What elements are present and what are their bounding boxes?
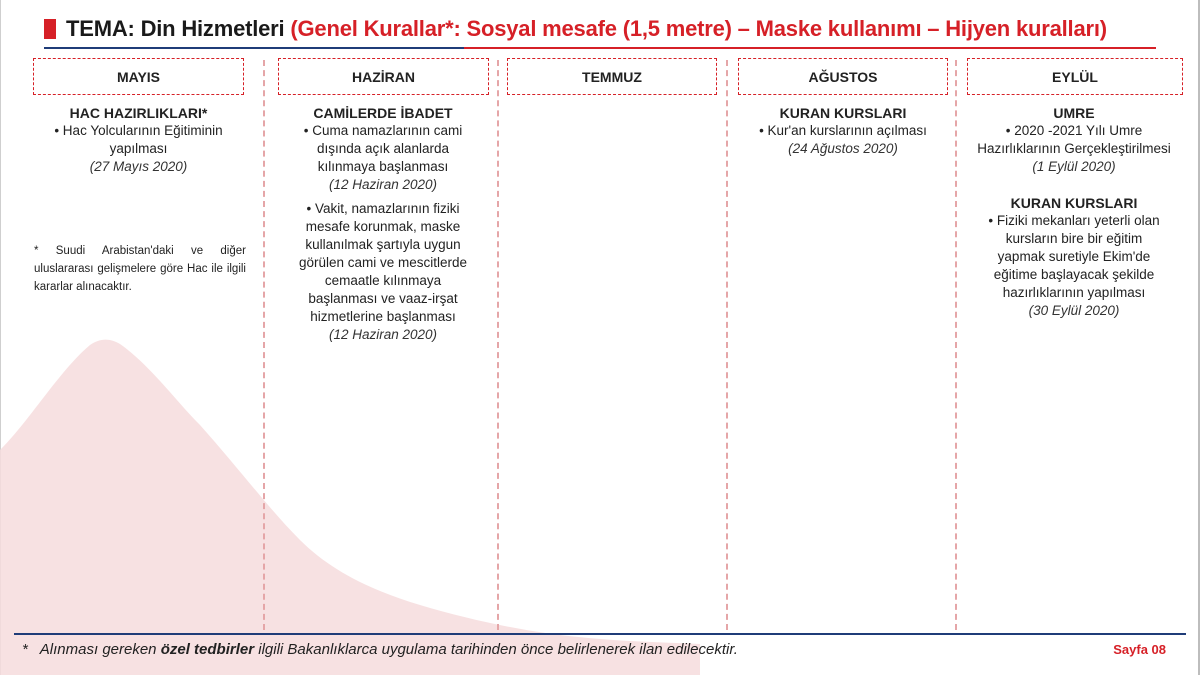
bullet-line: mesafe korunmak, maske — [305, 219, 461, 234]
bullet-line: • Vakit, namazlarının fiziki — [306, 201, 460, 216]
date-label: (24 Ağustos 2020) — [788, 141, 898, 156]
bullet-line: hazırlıklarının yapılması — [1002, 285, 1146, 300]
bullet-line: kılınmaya başlanması — [317, 159, 449, 174]
column-divider — [497, 60, 499, 630]
bullet-line: başlanması ve vaaz-irşat — [308, 291, 458, 306]
footer-star: * — [22, 641, 28, 658]
slide-title — [44, 14, 1107, 44]
section-title: CAMİLERDE İBADET — [313, 105, 453, 121]
page-number: Sayfa 08 — [1113, 642, 1166, 657]
section-title: KURAN KURSLARI — [1010, 195, 1138, 211]
title-subtitle: (Genel Kurallar*: Sosyal mesafe (1,5 metre) – Maske kullanımı – Hijyen kuralları) — [290, 16, 1107, 41]
month-header-mayis: MAYIS — [33, 58, 244, 95]
bullet-line: dışında açık alanlarda — [316, 141, 450, 156]
section-title: HAC HAZIRLIKLARI* — [69, 105, 208, 121]
footer-text-pre: Alınması gereken — [39, 641, 157, 658]
footer-divider — [14, 633, 1186, 635]
title-marker-icon — [44, 19, 56, 39]
bullet-line: • Hac Yolcularının Eğitiminin — [54, 123, 223, 138]
agustos-column — [738, 104, 948, 158]
month-header-agustos: AĞUSTOS — [738, 58, 948, 95]
column-divider — [263, 60, 265, 630]
mountain-background-graphic — [0, 330, 1200, 675]
section-title: UMRE — [1053, 105, 1095, 121]
date-label: (12 Haziran 2020) — [328, 327, 438, 342]
date-label: (30 Eylül 2020) — [1028, 303, 1120, 318]
date-label: (1 Eylül 2020) — [1032, 159, 1116, 174]
mayis-column — [33, 104, 244, 176]
bullet-line: hizmetlerine başlanması — [310, 309, 456, 324]
footer-text-post: ilgili Bakanlıklarca uygulama tarihinden önce belirlenerek ilan edilecektir. — [258, 641, 738, 658]
bullet-line: yapılması — [109, 141, 168, 156]
title-main: TEMA: Din Hizmetleri — [66, 16, 285, 41]
eylul-column — [962, 104, 1186, 320]
footer-note — [22, 641, 738, 658]
section-title: KURAN KURSLARI — [779, 105, 907, 121]
hac-footnote: * Suudi Arabistan'daki ve diğer uluslararası gelişmelere göre Hac ile ilgili kararlar alınacaktır. — [34, 245, 246, 293]
bullet-line: kursların bire bir eğitim — [1005, 231, 1143, 246]
bullet-line: • Fiziki mekanları yeterli olan — [988, 213, 1160, 228]
bullet-line: yapmak suretiyle Ekim'de — [997, 249, 1151, 264]
column-divider — [955, 60, 957, 630]
title-underline-red — [464, 47, 1156, 49]
month-header-haziran: HAZİRAN — [278, 58, 489, 95]
bullet-line: • 2020 -2021 Yılı Umre — [1005, 123, 1143, 138]
date-label: (12 Haziran 2020) — [328, 177, 438, 192]
column-divider — [726, 60, 728, 630]
bullet-line: eğitime başlayacak şekilde — [993, 267, 1155, 282]
bullet-line: cemaatle kılınmaya — [324, 273, 442, 288]
bullet-line: Hazırlıklarının Gerçekleştirilmesi — [977, 141, 1171, 156]
bullet-line: görülen cami ve mescitlerde — [298, 255, 468, 270]
date-label: (27 Mayıs 2020) — [89, 159, 188, 174]
month-header-temmuz: TEMMUZ — [507, 58, 717, 95]
bullet-line: kullanılmak şartıyla uygun — [305, 237, 461, 252]
title-underline-navy — [44, 47, 464, 49]
footer-text-bold: özel tedbirler — [160, 641, 255, 658]
month-header-eylul: EYLÜL — [967, 58, 1183, 95]
bullet-line: • Kur'an kurslarının açılması — [759, 123, 927, 138]
bullet-line: • Cuma namazlarının cami — [303, 123, 463, 138]
haziran-column — [278, 104, 488, 344]
